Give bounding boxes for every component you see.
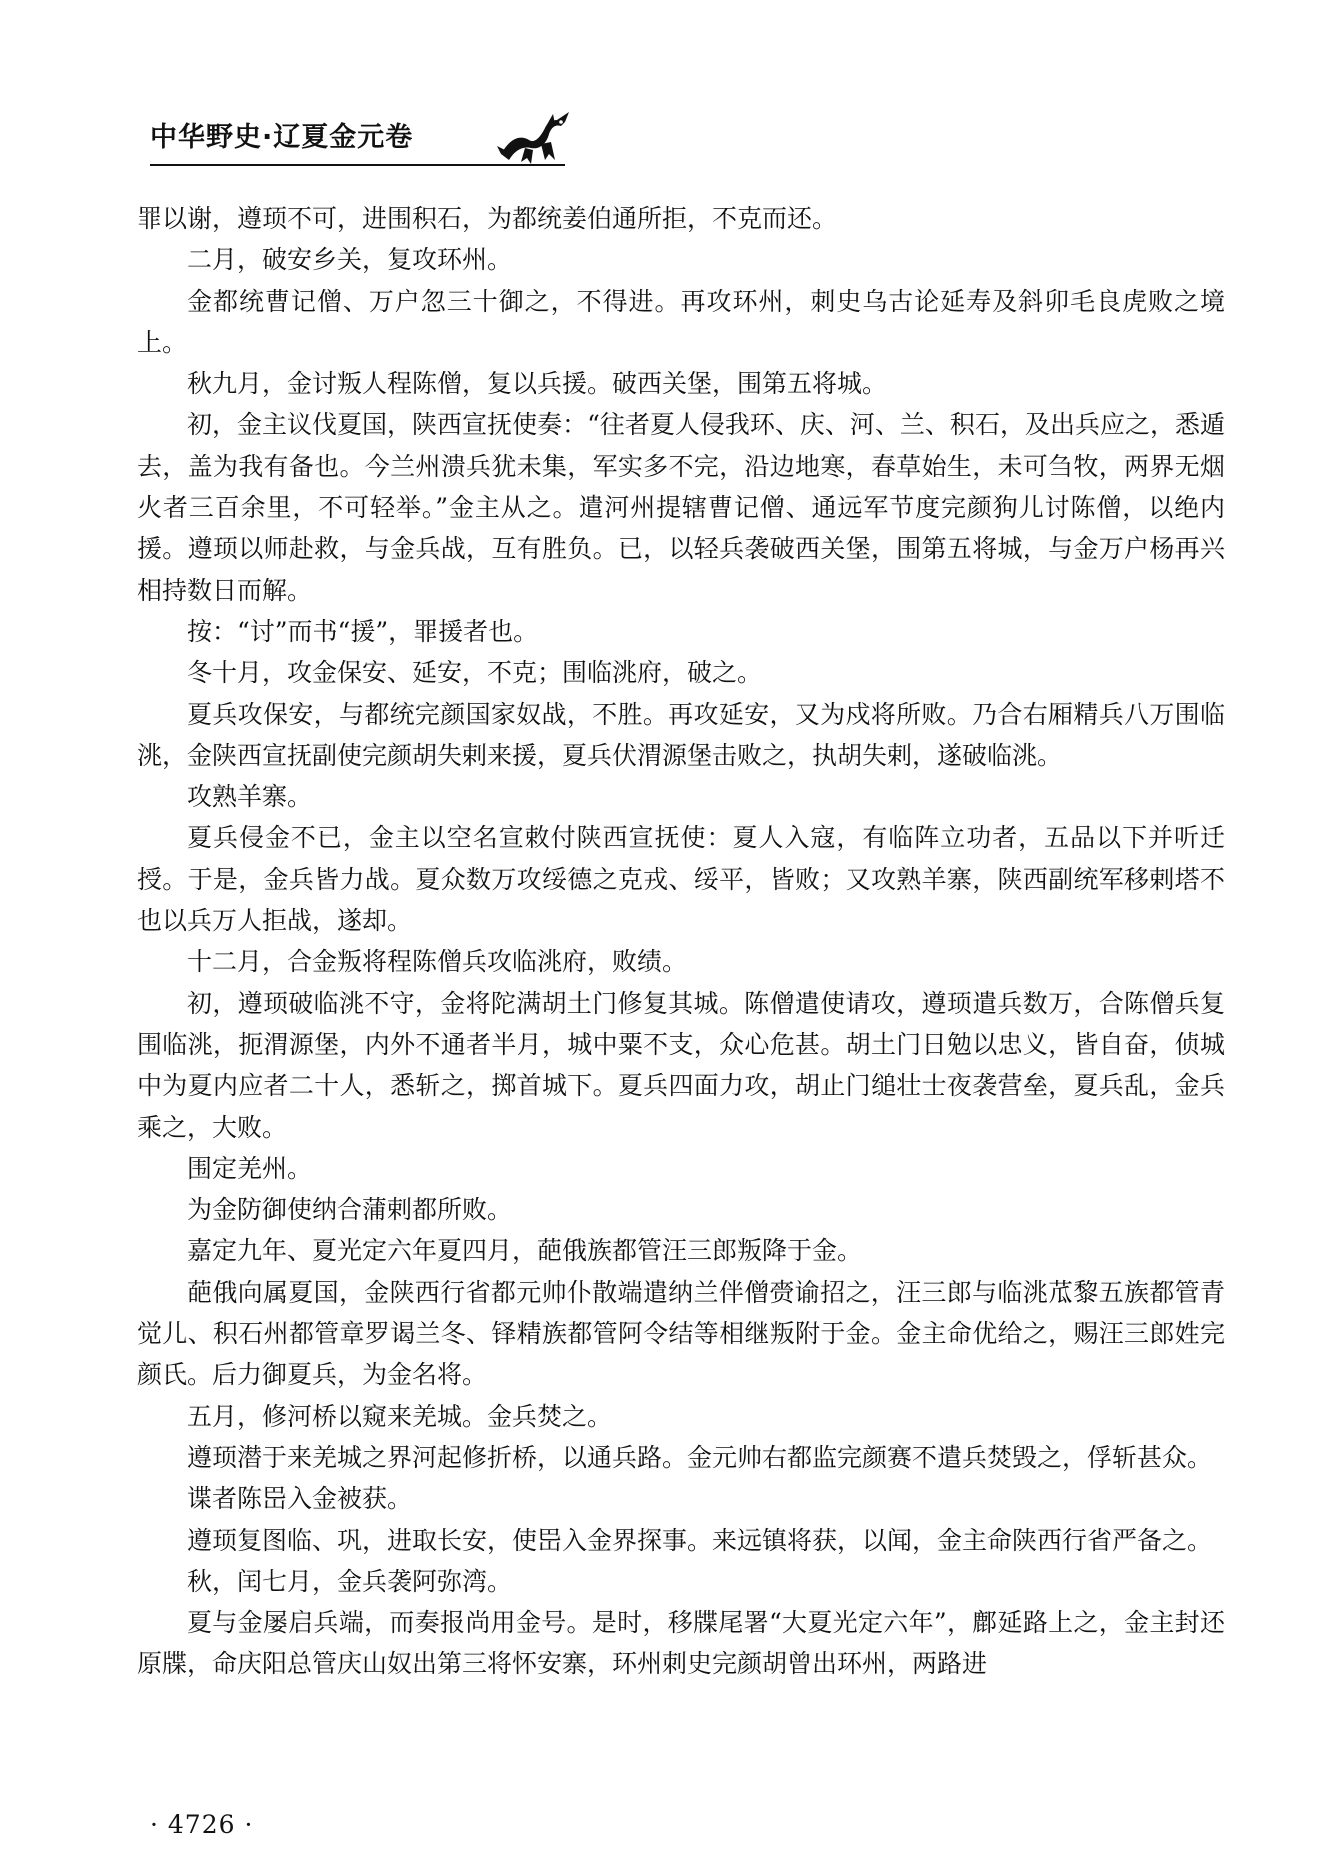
paragraph: 十二月，合金叛将程陈僧兵攻临洮府，败绩。 (187, 947, 688, 977)
paragraph: 为金防御使纳合蒲剌都所败。 (187, 1195, 513, 1225)
paragraph: 二月，破安乡关，复攻环州。 (187, 245, 513, 275)
paragraph: 夏兵攻保安，与都统完颜国家奴战，不胜。再攻延安，又为戍将所败。乃合右厢精兵八万围临洮，金陕西宣抚副使完颜胡失剌来援，夏兵伏渭源堡击败之，执胡失剌，遂破临洮。 (137, 699, 1225, 770)
paragraph: 罪以谢，遵顼不可，进围积石，为都统姜伯通所拒，不克而还。 (137, 204, 838, 233)
paragraph: 金都统曹记僧、万户忽三十御之，不得进。再攻环州，刺史乌古论延寿及斜卯毛良虎败之境上。 (137, 286, 1225, 357)
paragraph: 初，遵顼破临洮不守，金将陀满胡土门修复其城。陈僧遣使请攻，遵顼遣兵数万，合陈僧兵复围临洮，扼渭源堡，内外不通者半月，城中粟不支，众心危甚。胡土门日勉以忠义，皆自奋，侦城中为夏内应者二十人，悉斩之，掷首城下。夏兵四面力攻，胡止门缒壮士夜袭营垒，夏兵乱，金兵乘之，大败。 (137, 988, 1225, 1142)
paragraph: 遵顼潜于来羌城之界河起修折桥，以通兵路。金元帅右都监完颜赛不遣兵焚毁之，俘斩甚众。 (187, 1442, 1213, 1472)
paragraph: 按：“讨”而书“援”，罪援者也。 (187, 616, 539, 646)
paragraph: 嘉定九年、夏光定六年夏四月，葩俄族都管汪三郎叛降于金。 (187, 1236, 863, 1266)
running-header (150, 118, 1210, 168)
paragraph: 初，金主议伐夏国，陕西宣抚使奏：“往者夏人侵我环、庆、河、兰、积石，及出兵应之，悉遁去，盖为我有备也。今兰州溃兵犹未集，军实多不完，沿边地寒，春草始生，未可刍牧，两界无烟火者三百余里，不可轻举。”金主从之。遣河州提辖曹记僧、通远军节度完颜狗儿讨陈僧，以绝内援。遵顼以师赴救，与金兵战，互有胜负。已，以轻兵袭破西关堡，围第五将城，与金万户杨再兴相持数日而解。 (137, 410, 1225, 605)
paragraph: 五月，修河桥以窥来羌城。金兵焚之。 (187, 1401, 613, 1431)
header-rule (150, 164, 565, 166)
paragraph: 秋，闰七月，金兵袭阿弥湾。 (187, 1566, 513, 1596)
paragraph: 围定羌州。 (187, 1153, 313, 1183)
paragraph: 夏与金屡启兵端，而奏报尚用金号。是时，移牒尾署“大夏光定六年”，鄜延路上之，金主封还原牒，命庆阳总管庆山奴出第三将怀安寨，环州刺史完颜胡曾出环州，两路进 (137, 1608, 1225, 1679)
page-number: · 4726 · (150, 1810, 254, 1839)
paragraph: 夏兵侵金不已，金主以空名宣敕付陕西宣抚使：夏人入寇，有临阵立功者，五品以下并听迁授。于是，金兵皆力战。夏众数万攻绥德之克戎、绥平，皆败；又攻熟羊寨，陕西副统军移剌塔不也以兵万人拒战，遂却。 (137, 823, 1225, 936)
paragraph: 遵顼复图临、巩，进取长安，使岊入金界探事。来远镇将获，以闻，金主命陕西行省严备之。 (187, 1525, 1213, 1555)
paragraph: 葩俄向属夏国，金陕西行省都元帅仆散端遣纳兰伴僧赍谕招之，汪三郎与临洮苽黎五族都管青觉儿、积石州都管章罗谒兰冬、铎精族都管阿令结等相继叛附于金。金主命优给之，赐汪三郎姓完颜氏。后力御夏兵，为金名将。 (137, 1277, 1225, 1390)
paragraph: 秋九月，金讨叛人程陈僧，复以兵援。破西关堡，围第五将城。 (187, 369, 888, 399)
paragraph: 谍者陈岊入金被获。 (187, 1484, 413, 1514)
book-title: 中华野史·辽夏金元卷 (150, 122, 414, 153)
paragraph: 攻熟羊寨。 (187, 782, 313, 812)
paragraph: 冬十月，攻金保安、延安，不克；围临洮府，破之。 (187, 658, 763, 688)
dragon-icon (495, 110, 575, 168)
body-text (137, 198, 1225, 1685)
